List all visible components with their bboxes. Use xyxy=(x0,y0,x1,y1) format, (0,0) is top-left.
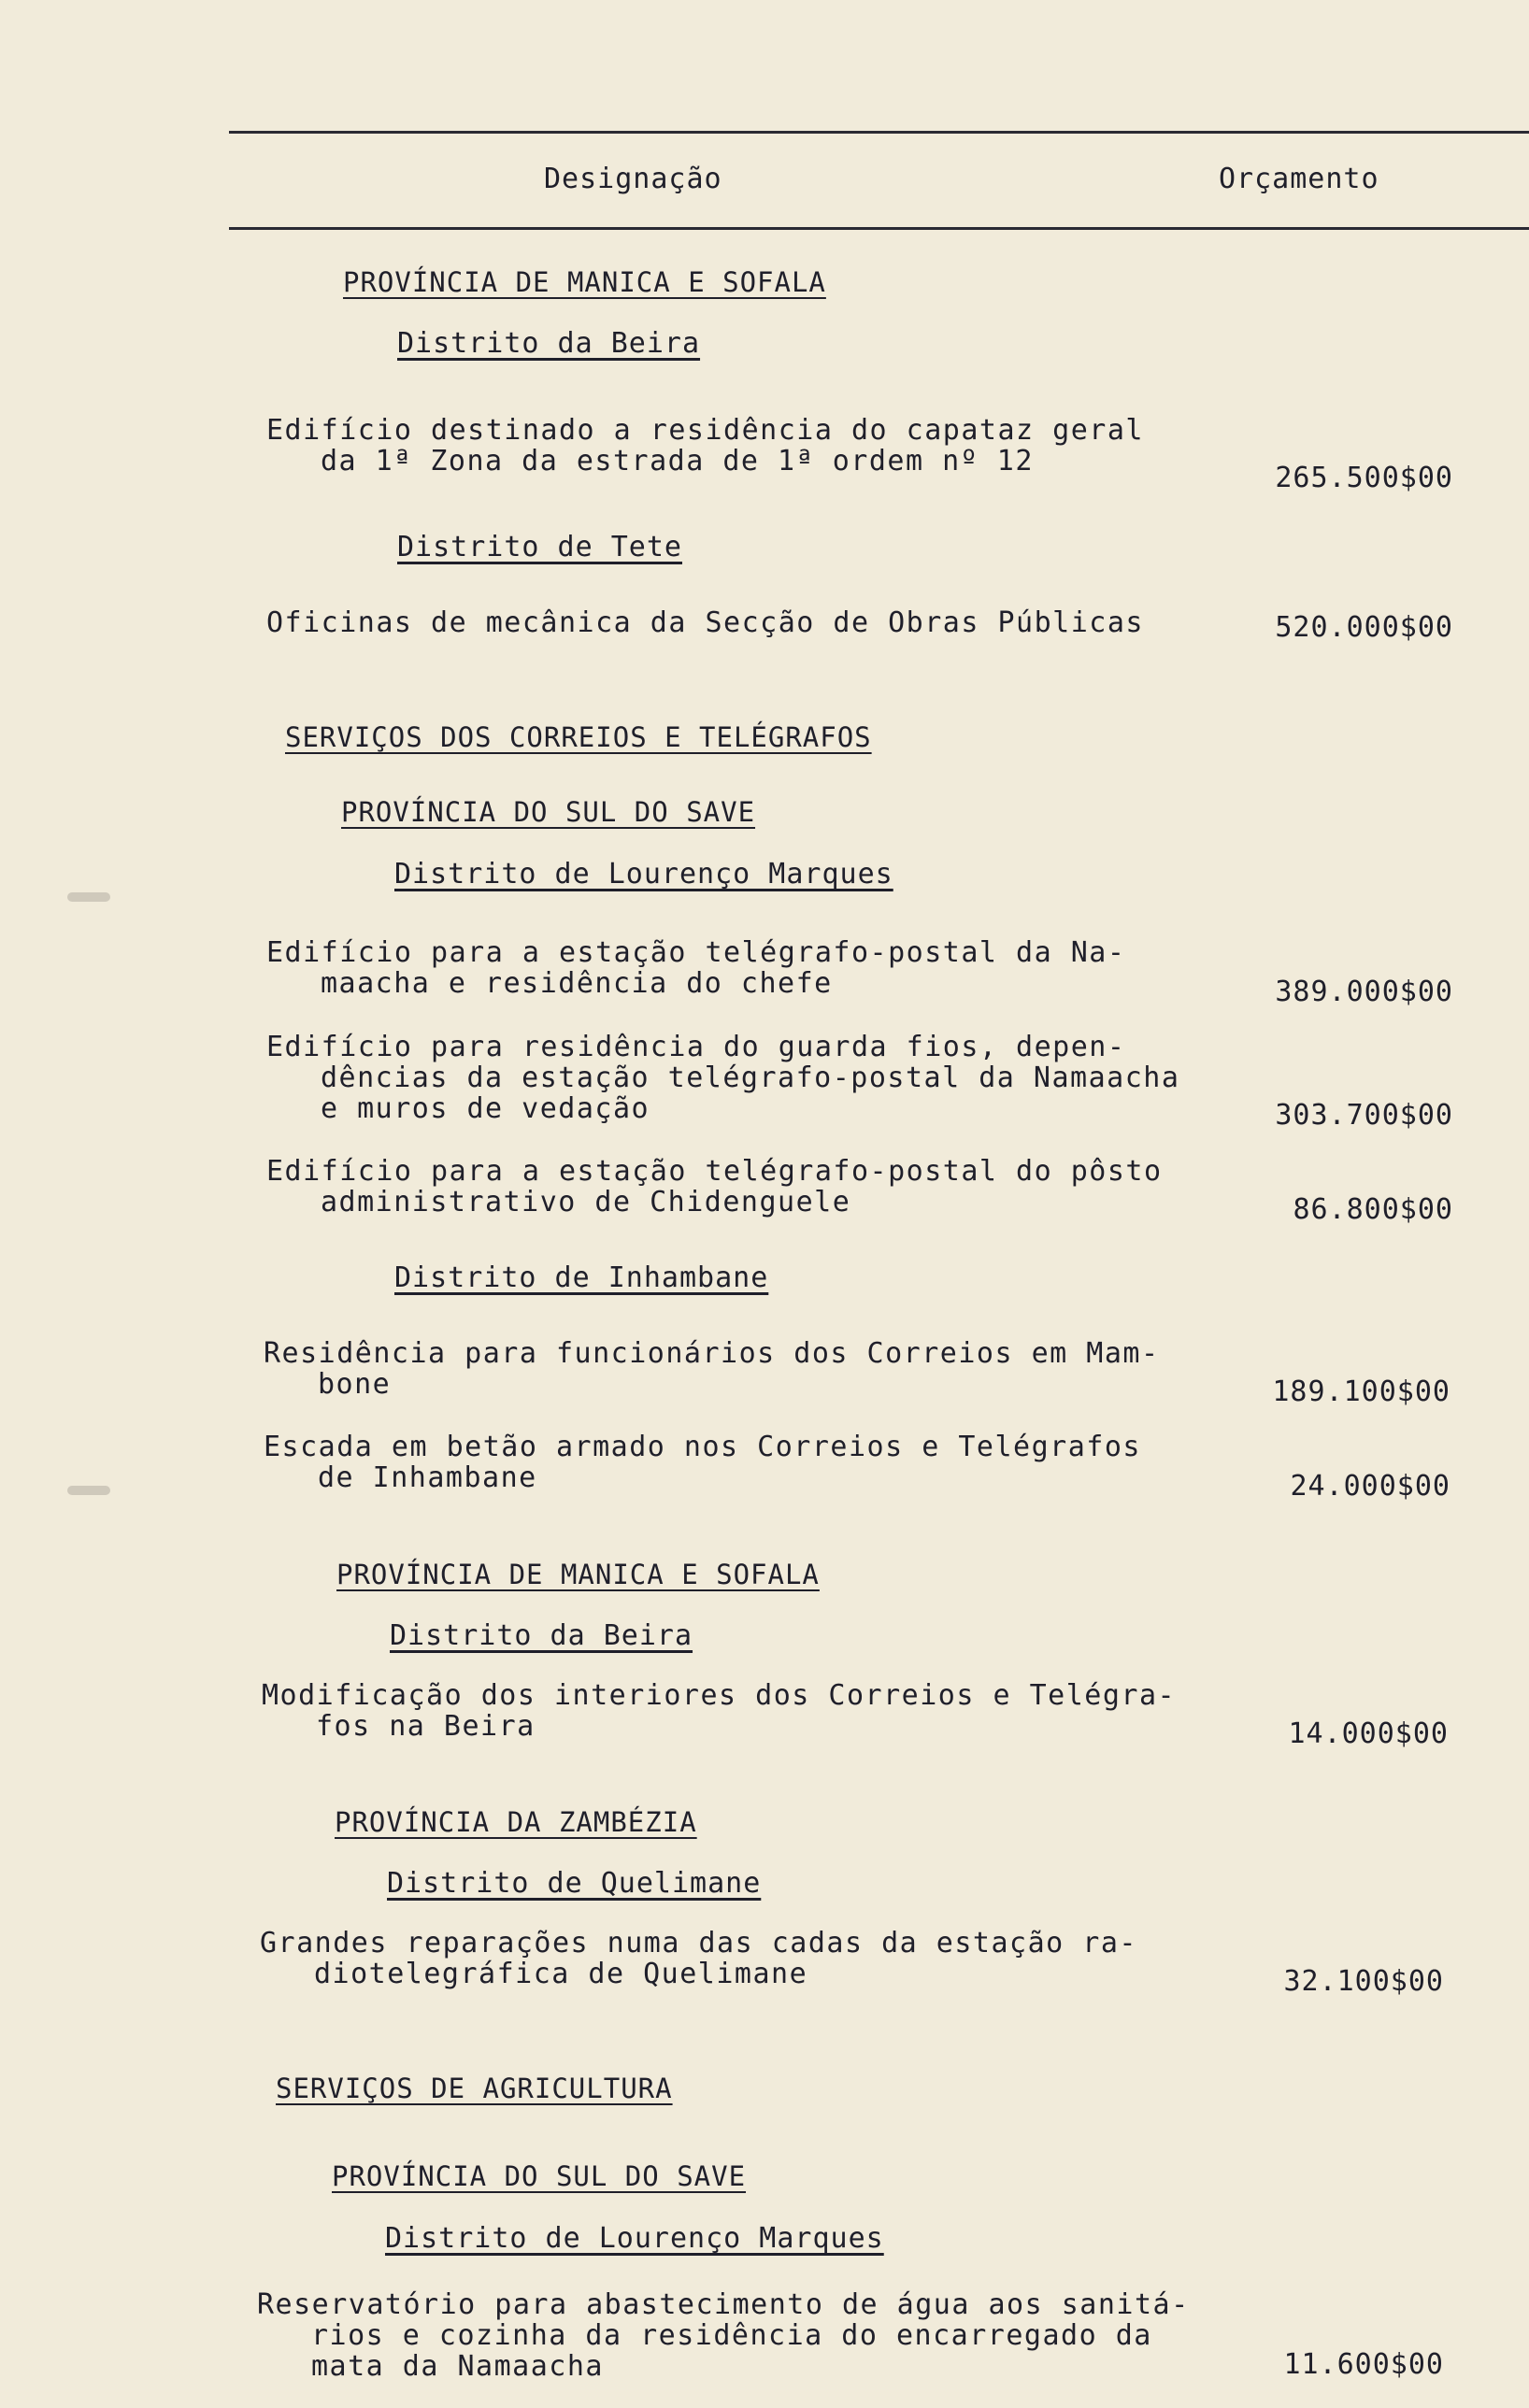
budget-item xyxy=(266,1156,1238,1218)
item-line: Reservatório para abastecimento de água aos sanitá- xyxy=(257,2288,1190,2321)
item-amount: 303.700$00 xyxy=(1275,1099,1453,1132)
section-heading: PROVÍNCIA DO SUL DO SAVE xyxy=(341,796,756,828)
item-line: Modificação dos interiores dos Correios e Telégra- xyxy=(262,1679,1177,1712)
column-header-designation: Designação xyxy=(544,163,722,195)
service-heading: SERVIÇOS DE AGRICULTURA xyxy=(276,2073,673,2104)
header-bottom-rule xyxy=(229,227,1529,230)
section-heading: PROVÍNCIA DE MANICA E SOFALA xyxy=(336,1559,820,1590)
punch-hole-mark xyxy=(67,1486,110,1495)
district-heading: Distrito de Lourenço Marques xyxy=(385,2222,884,2255)
item-line: da 1ª Zona da estrada de 1ª ordem nº 12 xyxy=(321,445,1034,477)
item-line: maacha e residência do chefe xyxy=(321,967,833,1000)
item-line: Edifício para residência do guarda fios, depen- xyxy=(266,1031,1126,1063)
budget-item xyxy=(266,415,1238,477)
item-line: e muros de vedação xyxy=(321,1092,650,1125)
item-line: de Inhambane xyxy=(318,1461,537,1494)
district-heading: Distrito de Quelimane xyxy=(387,1867,762,1900)
section-heading: PROVÍNCIA DA ZAMBÉZIA xyxy=(335,1806,697,1838)
item-amount: 189.100$00 xyxy=(1272,1375,1450,1408)
item-line: fos na Beira xyxy=(316,1710,536,1743)
item-amount: 32.100$00 xyxy=(1283,1965,1444,1998)
item-amount: 14.000$00 xyxy=(1288,1717,1449,1750)
item-line: Edifício para a estação telégrafo-postal do pôsto xyxy=(266,1155,1163,1188)
punch-hole-mark xyxy=(67,892,110,902)
item-line: Grandes reparações numa das cadas da estação ra- xyxy=(260,1927,1137,1959)
item-line: mata da Namaacha xyxy=(311,2350,604,2383)
item-amount: 389.000$00 xyxy=(1275,976,1453,1008)
item-line: diotelegráfica de Quelimane xyxy=(314,1958,808,1990)
service-heading: SERVIÇOS DOS CORREIOS E TELÉGRAFOS xyxy=(285,721,872,753)
section-heading: PROVÍNCIA DO SUL DO SAVE xyxy=(332,2160,747,2192)
budget-item xyxy=(260,1928,1232,1989)
item-line: Edifício para a estação telégrafo-postal da Na- xyxy=(266,936,1126,969)
item-line: administrativo de Chidenguele xyxy=(321,1186,851,1218)
item-amount: 24.000$00 xyxy=(1290,1470,1450,1503)
item-line: rios e cozinha da residência do encarregado da xyxy=(311,2319,1152,2352)
budget-item xyxy=(264,1338,1236,1400)
budget-item xyxy=(257,2289,1229,2382)
item-line: Escada em betão armado nos Correios e Telégrafos xyxy=(264,1431,1141,1463)
district-heading: Distrito de Inhambane xyxy=(394,1261,769,1294)
district-heading: Distrito da Beira xyxy=(390,1619,693,1652)
item-line: dências da estação telégrafo-postal da Namaacha xyxy=(321,1062,1180,1094)
budget-item xyxy=(266,937,1238,999)
item-amount: 11.600$00 xyxy=(1283,2348,1444,2381)
item-line: Oficinas de mecânica da Secção de Obras Públicas xyxy=(266,606,1144,639)
item-line: Edifício destinado a residência do capataz geral xyxy=(266,414,1144,447)
item-amount: 86.800$00 xyxy=(1293,1193,1453,1226)
budget-item xyxy=(266,607,1238,638)
district-heading: Distrito de Tete xyxy=(397,531,682,563)
budget-item xyxy=(262,1680,1234,1742)
budget-item xyxy=(266,1032,1238,1124)
item-line: bone xyxy=(318,1368,392,1401)
item-amount: 265.500$00 xyxy=(1275,462,1453,494)
district-heading: Distrito da Beira xyxy=(397,327,701,360)
header-top-rule xyxy=(229,131,1529,134)
budget-item xyxy=(264,1432,1236,1493)
column-header-budget: Orçamento xyxy=(1219,163,1379,195)
item-amount: 520.000$00 xyxy=(1275,611,1453,644)
item-line: Residência para funcionários dos Correios em Mam- xyxy=(264,1337,1160,1370)
section-heading: PROVÍNCIA DE MANICA E SOFALA xyxy=(343,266,826,298)
district-heading: Distrito de Lourenço Marques xyxy=(394,858,893,891)
